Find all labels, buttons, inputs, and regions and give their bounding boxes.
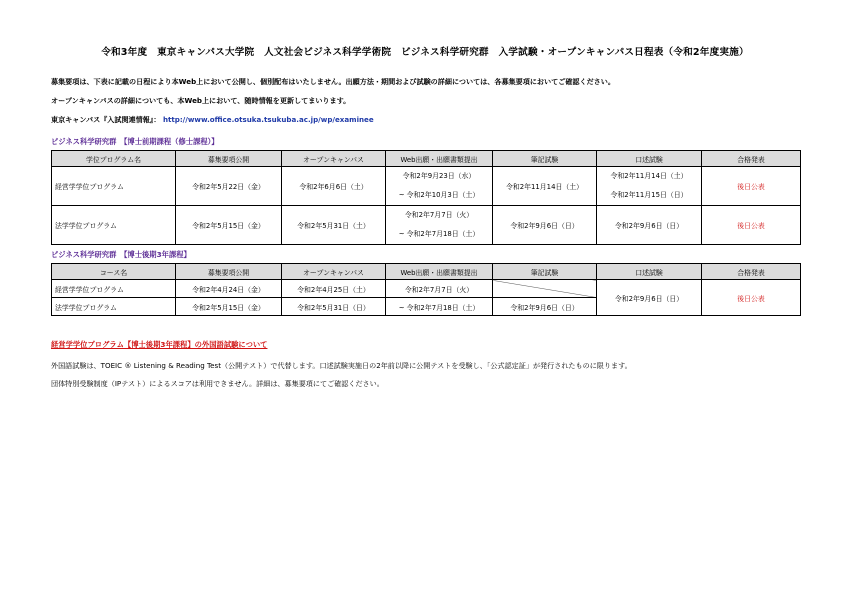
open-campus-date: 令和2年6月6日（土）	[282, 167, 386, 206]
oral-day-1: 令和2年11月14日（土）	[610, 172, 688, 180]
page-title: 令和3年度 東京キャンパス大学院 人文社会ビジネス科学学術院 ビジネス科学研究群 入学試験・オープンキャンパス日程表（令和2年度実施）	[101, 47, 749, 58]
publish-date: 令和2年5月15日（金）	[176, 206, 282, 245]
intro-line-3	[51, 110, 615, 129]
course-name: 経営学学位プログラム	[52, 280, 176, 298]
col-header: Web出願・出願書類提出	[386, 264, 493, 280]
col-header: 口述試験	[597, 151, 702, 167]
intro-line-1: 募集要項は、下表に記載の日程により本Web上において公開し、個別配布はいたしません。出願方法・期間および試験の詳細については、各募集要項においてご確認ください。	[51, 77, 615, 86]
web-start: 令和2年7月7日（火）	[404, 211, 474, 219]
col-header: 筆記試験	[493, 151, 597, 167]
publish-date: 令和2年5月22日（金）	[176, 167, 282, 206]
foreign-language-exam-note	[51, 357, 632, 393]
note-line-1: 外国語試験は、TOEIC ® Listening & Reading Test（公開テスト）で代替します。口述試験実施日の2年前以降に公開テストを受験し、「公式認定証」が発行されたものに限ります。	[51, 361, 632, 370]
col-header: 合格発表	[702, 264, 801, 280]
table1-heading: ビジネス科学研究群 【博士前期課程（修士課程）】	[51, 137, 219, 146]
publish-date: 令和2年4月24日（金）	[176, 280, 282, 298]
open-campus-date: 令和2年5月31日（土）	[282, 206, 386, 245]
table-row	[52, 280, 801, 298]
col-header: コース名	[52, 264, 176, 280]
table-header-row	[52, 264, 801, 280]
written-exam-date: 令和2年9月6日（日）	[493, 206, 597, 245]
col-header: オープンキャンパス	[282, 264, 386, 280]
col-header: 合格発表	[702, 151, 801, 167]
program-name: 経営学学位プログラム	[52, 167, 176, 206]
web-application-period	[386, 167, 493, 206]
examinee-info-link[interactable]: http://www.office.otsuka.tsukuba.ac.jp/wp/examinee	[162, 115, 374, 124]
program-name: 法学学位プログラム	[52, 206, 176, 245]
oral-exam-date: 令和2年9月6日（日）	[597, 206, 702, 245]
table-row	[52, 167, 801, 206]
open-campus-date: 令和2年4月25日（土）	[282, 280, 386, 298]
note-line-2: 団体特別受験制度（IPテスト）によるスコアは利用できません。詳細は、募集要項にてご確認ください。	[51, 379, 384, 388]
web-application-period	[386, 206, 493, 245]
table-row	[52, 206, 801, 245]
doctoral-schedule-table	[51, 263, 801, 316]
masters-schedule-table	[51, 150, 801, 245]
oral-day-2: 令和2年11月15日（日）	[610, 191, 688, 199]
col-header: Web出願・出願書類提出	[386, 151, 493, 167]
written-exam-na	[493, 280, 597, 298]
web-start: 令和2年9月23日（水）	[402, 172, 476, 180]
oral-exam-date: 令和2年9月6日（日）	[597, 280, 702, 316]
web-end: ~ 令和2年7月18日（土）	[398, 230, 480, 238]
web-end: ~ 令和2年7月18日（土）	[386, 298, 493, 316]
col-header: 口述試験	[597, 264, 702, 280]
web-start: 令和2年7月7日（火）	[386, 280, 493, 298]
result-announcement: 後日公表	[702, 167, 801, 206]
intro-block	[51, 72, 615, 129]
result-announcement: 後日公表	[702, 206, 801, 245]
table2-heading: ビジネス科学研究群 【博士後期3年課程】	[51, 250, 191, 259]
publish-date: 令和2年5月15日（金）	[176, 298, 282, 316]
col-header: 学位プログラム名	[52, 151, 176, 167]
foreign-language-exam-heading: 経営学学位プログラム【博士後期3年課程】の外国語試験について	[51, 340, 268, 349]
written-exam-date: 令和2年11月14日（土）	[493, 167, 597, 206]
table-header-row	[52, 151, 801, 167]
col-header: 筆記試験	[493, 264, 597, 280]
col-header: 募集要項公開	[176, 264, 282, 280]
col-header: オープンキャンパス	[282, 151, 386, 167]
info-label: 東京キャンパス『入試関連情報』：	[51, 115, 161, 124]
oral-exam-dates	[597, 167, 702, 206]
open-campus-date: 令和2年5月31日（日）	[282, 298, 386, 316]
result-announcement: 後日公表	[702, 280, 801, 316]
web-end: ~ 令和2年10月3日（土）	[398, 191, 480, 199]
intro-line-2: オープンキャンパスの詳細についても、本Web上において、随時情報を更新してまいります。	[51, 96, 351, 105]
written-exam-date: 令和2年9月6日（日）	[493, 298, 597, 316]
course-name: 法学学位プログラム	[52, 298, 176, 316]
col-header: 募集要項公開	[176, 151, 282, 167]
